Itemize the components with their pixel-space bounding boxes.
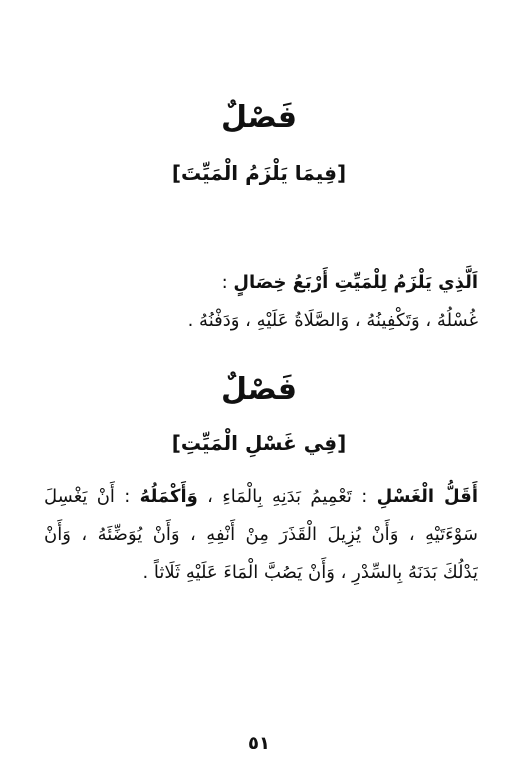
paragraph-2-line-2: سَوْءَتَيْهِ ، وَأَنْ يُزِيلَ الْقَذَرَ مِنْ أَنْفِهِ ، وَأَنْ يُوَضِّئَهُ ، وَأَنْ xyxy=(44,524,478,545)
paragraph-2-line-1 xyxy=(44,478,478,516)
paragraph-1-lead: اَلَّذِي يَلْزَمُ لِلْمَيِّتِ أَرْبَعُ خِصَالٍ xyxy=(233,272,478,293)
paragraph-1 xyxy=(44,264,478,340)
section-subtitle-2: [فِي غَسْلِ الْمَيِّتِ] xyxy=(171,431,347,455)
paragraph-1-colon: : xyxy=(221,272,234,293)
page-number: ٥١ xyxy=(248,733,270,754)
section-heading-fasl-1: فَصْلٌ xyxy=(221,100,297,135)
paragraph-2-lead-1: أَقَلُّ الْغَسْلِ xyxy=(376,486,478,507)
paragraph-2-line-3: يَدْلُكَ بَدَنَهُ بِالسِّدْرِ ، وَأَنْ يَصُبَّ الْمَاءَ عَلَيْهِ ثَلَاثاً . xyxy=(142,562,478,583)
paragraph-2 xyxy=(44,478,478,592)
section-subtitle-1: [فِيمَا يَلْزَمُ الْمَيِّتَ] xyxy=(171,161,347,185)
paragraph-2-text-2: : أَنْ يَغْسِلَ xyxy=(44,486,140,507)
paragraph-1-line-2: غُسْلُهُ ، وَتَكْفِينُهُ ، وَالصَّلَاةُ عَلَيْهِ ، وَدَفْنُهُ . xyxy=(187,310,478,331)
paragraph-1-line-1 xyxy=(44,264,478,302)
paragraph-2-text-1: : تَعْمِيمُ بَدَنِهِ بِالْمَاءِ ، xyxy=(197,486,377,507)
section-heading-fasl-2: فَصْلٌ xyxy=(221,372,297,407)
paragraph-2-lead-2: وَأَكْمَلُهُ xyxy=(139,486,198,507)
